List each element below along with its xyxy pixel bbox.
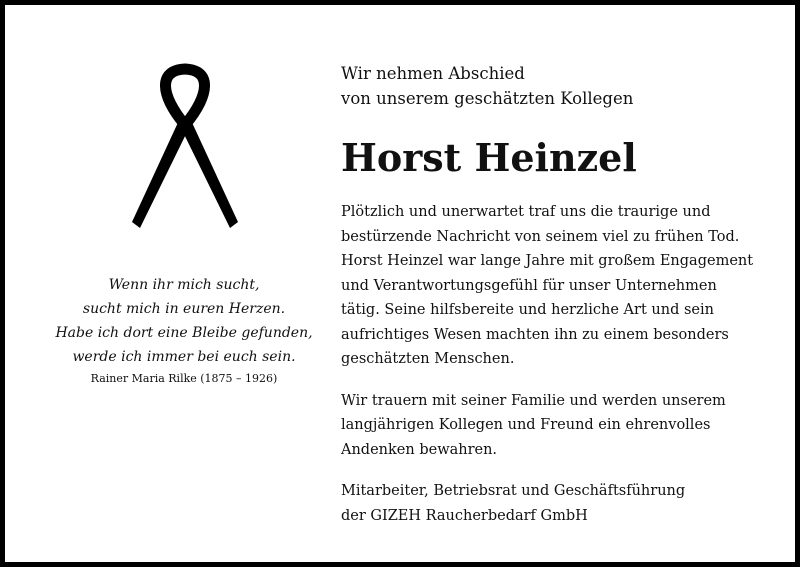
paragraph-line: aufrichtiges Wesen machten ihn zu einem besonders [341,326,729,343]
paragraph-line: Plötzlich und unerwartet traf uns die traurige und [341,204,711,220]
quote-attribution: Rainer Maria Rilke (1875 – 1926) [90,372,278,385]
paragraph-line: langjährigen Kollegen und Freund ein ehrenvolles [341,417,711,433]
paragraph-line: bestürzende Nachricht von seinem viel zu frühen Tod. [341,228,740,245]
intro-heading [341,61,761,111]
quote-line: werde ich immer bei euch sein. [72,349,296,365]
paragraph-line: Wir trauern mit seiner Familie und werden unserem [341,392,726,409]
signature-line: der GIZEH Raucherbedarf GmbH [341,507,588,524]
deceased-name: Horst Heinzel [341,135,637,180]
intro-line: von unserem geschätzten Kollegen [341,89,634,108]
quote-line: Habe ich dort eine Bleibe gefunden, [55,325,313,341]
paragraph-line: Andenken bewahren. [341,441,498,458]
quote-line: sucht mich in euren Herzen. [82,301,286,317]
intro-line: Wir nehmen Abschied [341,64,525,83]
signature-line: Mitarbeiter, Betriebsrat und Geschäftsführung [341,483,686,499]
mourning-paragraph [341,389,761,463]
signature [341,479,761,528]
paragraph-line: tätig. Seine hilfsbereite und herzliche Art und sein [341,302,714,318]
paragraph-line: und Verantwortungsgefühl für unser Unternehmen [341,277,717,294]
paragraph-line: Horst Heinzel war lange Jahre mit großem Engagement [341,253,754,269]
paragraph-line: geschätzten Menschen. [341,351,515,367]
tribute-paragraph [341,200,761,372]
notice-text [341,61,761,528]
rilke-quote [45,273,323,388]
quote-line: Wenn ihr mich sucht, [108,277,260,293]
mourning-ribbon-icon [120,60,250,235]
